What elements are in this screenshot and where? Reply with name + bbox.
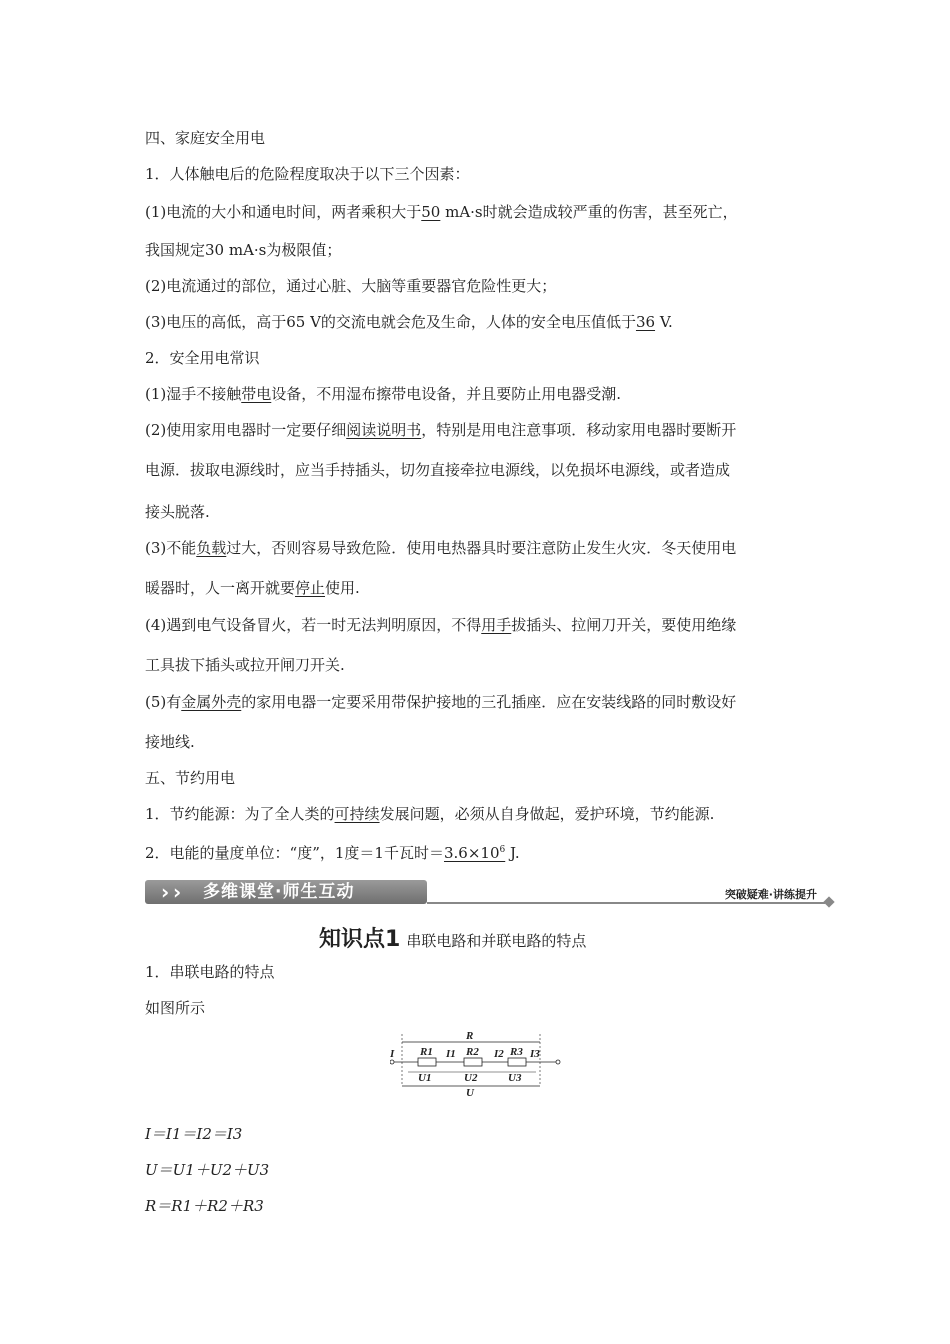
label-r1: R1: [420, 1046, 433, 1058]
banner-title: 多维课堂·师生互动: [203, 882, 355, 902]
resistor-r3: [508, 1058, 526, 1066]
paragraph-factors: 1．人体触电后的危险程度取决于以下三个因素：: [145, 165, 470, 183]
blank-answer: 50: [421, 203, 441, 221]
banner-subtitle: 突破疑难·讲练提升: [724, 888, 817, 901]
tip-5: (5)有金属外壳的家用电器一定要采用带保护接地的三孔插座．应在安装线路的同时敷设好: [145, 693, 737, 711]
formula-resistance: R＝R1＋R2＋R3: [145, 1197, 264, 1215]
banner-label-box: [145, 880, 427, 904]
tip-2-cont-1: 电源．拔取电源线时，应当手持插头，切勿直接牵拉电源线，以免损坏电源线，或者造成: [145, 461, 731, 479]
label-r: R: [466, 1030, 474, 1042]
blank-answer: 带电: [241, 385, 272, 403]
series-circuit-diagram: [390, 1028, 570, 1098]
blank-answer: $3.6\times 10^6$: [443, 844, 506, 862]
label-r3: R3: [510, 1046, 523, 1058]
blank-answer: 36: [635, 313, 656, 331]
knowledge-point-title: [319, 922, 586, 953]
label-u2: U2: [464, 1072, 478, 1084]
tip-2-cont-2: 接头脱落.: [145, 503, 210, 521]
knowledge-point-subject: 串联电路和并联电路的特点: [406, 932, 587, 950]
factor-1-cont: 我国规定30 mA·s为极限值；: [145, 241, 342, 259]
energy-unit: 2．电能的量度单位：“度”，1度＝1千瓦时$=3.6\times 10^6$ J.: [145, 844, 520, 862]
terminal-left: [390, 1060, 394, 1064]
factor-3: (3)电压的高低，高于65 V的交流电就会危及生命，人体的安全电压值低于36 V.: [145, 313, 673, 331]
blank-answer: 停止: [295, 579, 326, 597]
blank-answer: 用手: [481, 616, 512, 634]
label-i1: I1: [446, 1048, 456, 1060]
diamond-icon: [823, 896, 834, 907]
resistor-r1: [418, 1058, 436, 1066]
energy-saving: 1．节约能源：为了全人类的可持续发展问题，必须从自身做起，爱护环境，节约能源.: [145, 805, 715, 823]
blank-answer: 负载: [196, 539, 227, 557]
chevron-right-icon: ›: [173, 880, 182, 904]
blank-answer: 可持续: [334, 805, 380, 823]
tip-4-cont: 工具拔下插头或拉开闸刀开关.: [145, 656, 345, 674]
tip-2: (2)使用家用电器时一定要仔细阅读说明书，特别是用电注意事项．移动家用电器时要断开: [145, 421, 737, 439]
label-r2: R2: [466, 1046, 479, 1058]
tip-3: (3)不能负载过大，否则容易导致危险．使用电热器具时要注意防止发生火灾．冬天使用电: [145, 539, 737, 557]
factor-1: (1)电流的大小和通电时间，两者乘积大于50 mA·s时就会造成较严重的伤害，甚至死亡，: [145, 203, 738, 221]
section-heading-4: 四、家庭安全用电: [145, 129, 266, 147]
knowledge-point-label: 知识点1: [319, 927, 401, 952]
chevron-right-icon: ›: [161, 880, 170, 904]
label-i: I: [390, 1048, 395, 1060]
section-banner: [145, 878, 835, 908]
tip-1: (1)湿手不接触带电设备，不用湿布擦带电设备，并且要防止用电器受潮.: [145, 385, 622, 403]
label-u3: U3: [508, 1072, 522, 1084]
series-heading: 1．串联电路的特点: [145, 963, 275, 981]
label-u: U: [466, 1087, 474, 1098]
paragraph-safety-tips: 2．安全用电常识: [145, 349, 260, 367]
blank-answer: 金属外壳: [181, 693, 242, 711]
label-u1: U1: [418, 1072, 432, 1084]
terminal-right: [556, 1060, 560, 1064]
tip-4: (4)遇到电气设备冒火，若一时无法判明原因，不得用手拔插头、拉闸刀开关，要使用绝缘: [145, 616, 737, 634]
factor-2: (2)电流通过的部位，通过心脏、大脑等重要器官危险性更大；: [145, 277, 557, 295]
section-heading-5: 五、节约用电: [145, 769, 236, 787]
formula-voltage: U＝U1＋U2＋U3: [145, 1161, 270, 1179]
blank-answer: 阅读说明书: [346, 421, 422, 439]
tip-3-cont: 暖器时，人一离开就要停止使用.: [145, 579, 360, 597]
resistor-r2: [464, 1058, 482, 1066]
banner-divider: [427, 902, 825, 904]
tip-5-cont: 接地线.: [145, 733, 195, 751]
label-i2: I2: [494, 1048, 504, 1060]
formula-current: I＝I1＝I2＝I3: [145, 1125, 243, 1143]
series-intro: 如图所示: [145, 999, 206, 1017]
label-i3: I3: [530, 1048, 540, 1060]
